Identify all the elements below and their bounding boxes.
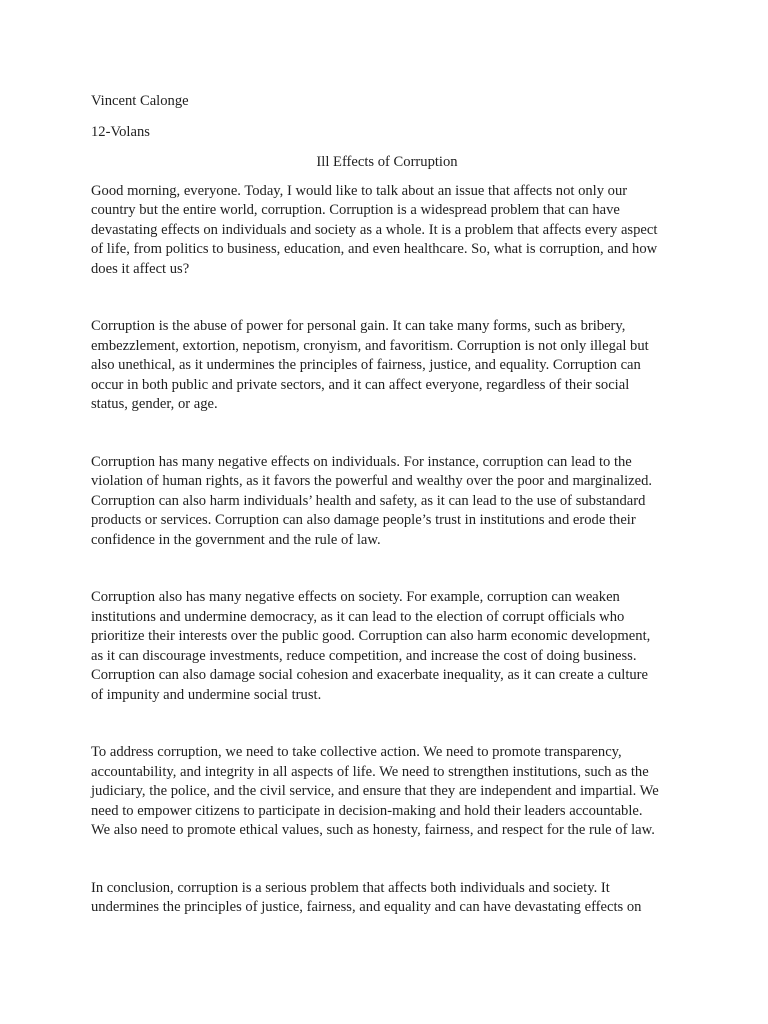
paragraph-line: Corruption can also damage social cohesion and exacerbate inequality, as it can create a culture: [91, 667, 649, 683]
paragraph-line: devastating effects on individuals and society as a whole. It is a problem that affects every aspect: [91, 221, 658, 238]
paragraph-line: In conclusion, corruption is a serious problem that affects both individuals and society. It: [91, 879, 610, 896]
paragraph-line: institutions and undermine democracy, as it can lead to the election of corrupt officials who: [91, 608, 625, 625]
paragraph-line: confidence in the government and the rule of law.: [91, 531, 381, 548]
paragraph-line: need to empower citizens to participate in decision-making and hold their leaders accountable.: [91, 802, 643, 819]
document-title: Ill Effects of Corruption: [316, 154, 458, 170]
paragraph-line: undermines the principles of justice, fairness, and equality and can have devastating effects on: [91, 899, 642, 915]
paragraph-list: [91, 182, 683, 918]
paragraph-line: does it affect us?: [91, 260, 190, 277]
paragraph-line: judiciary, the police, and the civil service, and ensure that they are independent and impartial. We: [91, 783, 659, 799]
paragraph: [91, 743, 683, 841]
class-section: 12-Volans: [91, 123, 150, 140]
paragraph-line: status, gender, or age.: [91, 396, 218, 412]
paragraph-line: as it can discourage investments, reduce competition, and increase the cost of doing business.: [91, 647, 637, 664]
paragraph-line: occur in both public and private sectors, and it can affect everyone, regardless of their social: [91, 376, 630, 393]
paragraph: [91, 317, 683, 415]
paragraph-line: prioritize their interests over the public good. Corruption can also harm economic development,: [91, 628, 651, 644]
paragraph-line: accountability, and integrity in all aspects of life. We need to strengthen institutions, such as the: [91, 763, 649, 780]
paragraph-line: Corruption is the abuse of power for personal gain. It can take many forms, such as bribery,: [91, 318, 626, 334]
paragraph-line: To address corruption, we need to take collective action. We need to promote transparency,: [91, 744, 622, 760]
paragraph-line: Corruption also has many negative effects on society. For example, corruption can weaken: [91, 589, 620, 605]
paragraph-line: We also need to promote ethical values, such as honesty, fairness, and respect for the rule of law.: [91, 822, 655, 838]
paragraph-line: of impunity and undermine social trust.: [91, 686, 322, 703]
paragraph-line: Good morning, everyone. Today, I would like to talk about an issue that affects not only our: [91, 182, 628, 199]
paragraph: [91, 588, 683, 705]
paragraph-line: violation of human rights, as it favors the powerful and wealthy over the poor and marginalized.: [91, 473, 653, 489]
paragraph-line: also unethical, as it undermines the principles of fairness, justice, and equality. Corruption can: [91, 357, 641, 373]
paragraph-line: Corruption has many negative effects on individuals. For instance, corruption can lead to the: [91, 453, 632, 470]
document-body: [91, 92, 683, 918]
paragraph-line: country but the entire world, corruption. Corruption is a widespread problem that can have: [91, 202, 620, 218]
paragraph-line: products or services. Corruption can also damage people’s trust in institutions and erode their: [91, 512, 636, 528]
paragraph: [91, 879, 683, 918]
author-name: Vincent Calonge: [91, 93, 189, 109]
paragraph: [91, 182, 683, 280]
paragraph-line: of life, from politics to business, education, and even healthcare. So, what is corruption, and how: [91, 241, 658, 257]
paragraph-line: embezzlement, extortion, nepotism, cronyism, and favoritism. Corruption is not only illegal but: [91, 337, 649, 354]
paragraph: [91, 453, 683, 551]
paragraph-line: Corruption can also harm individuals’ health and safety, as it can lead to the use of substandard: [91, 492, 646, 509]
